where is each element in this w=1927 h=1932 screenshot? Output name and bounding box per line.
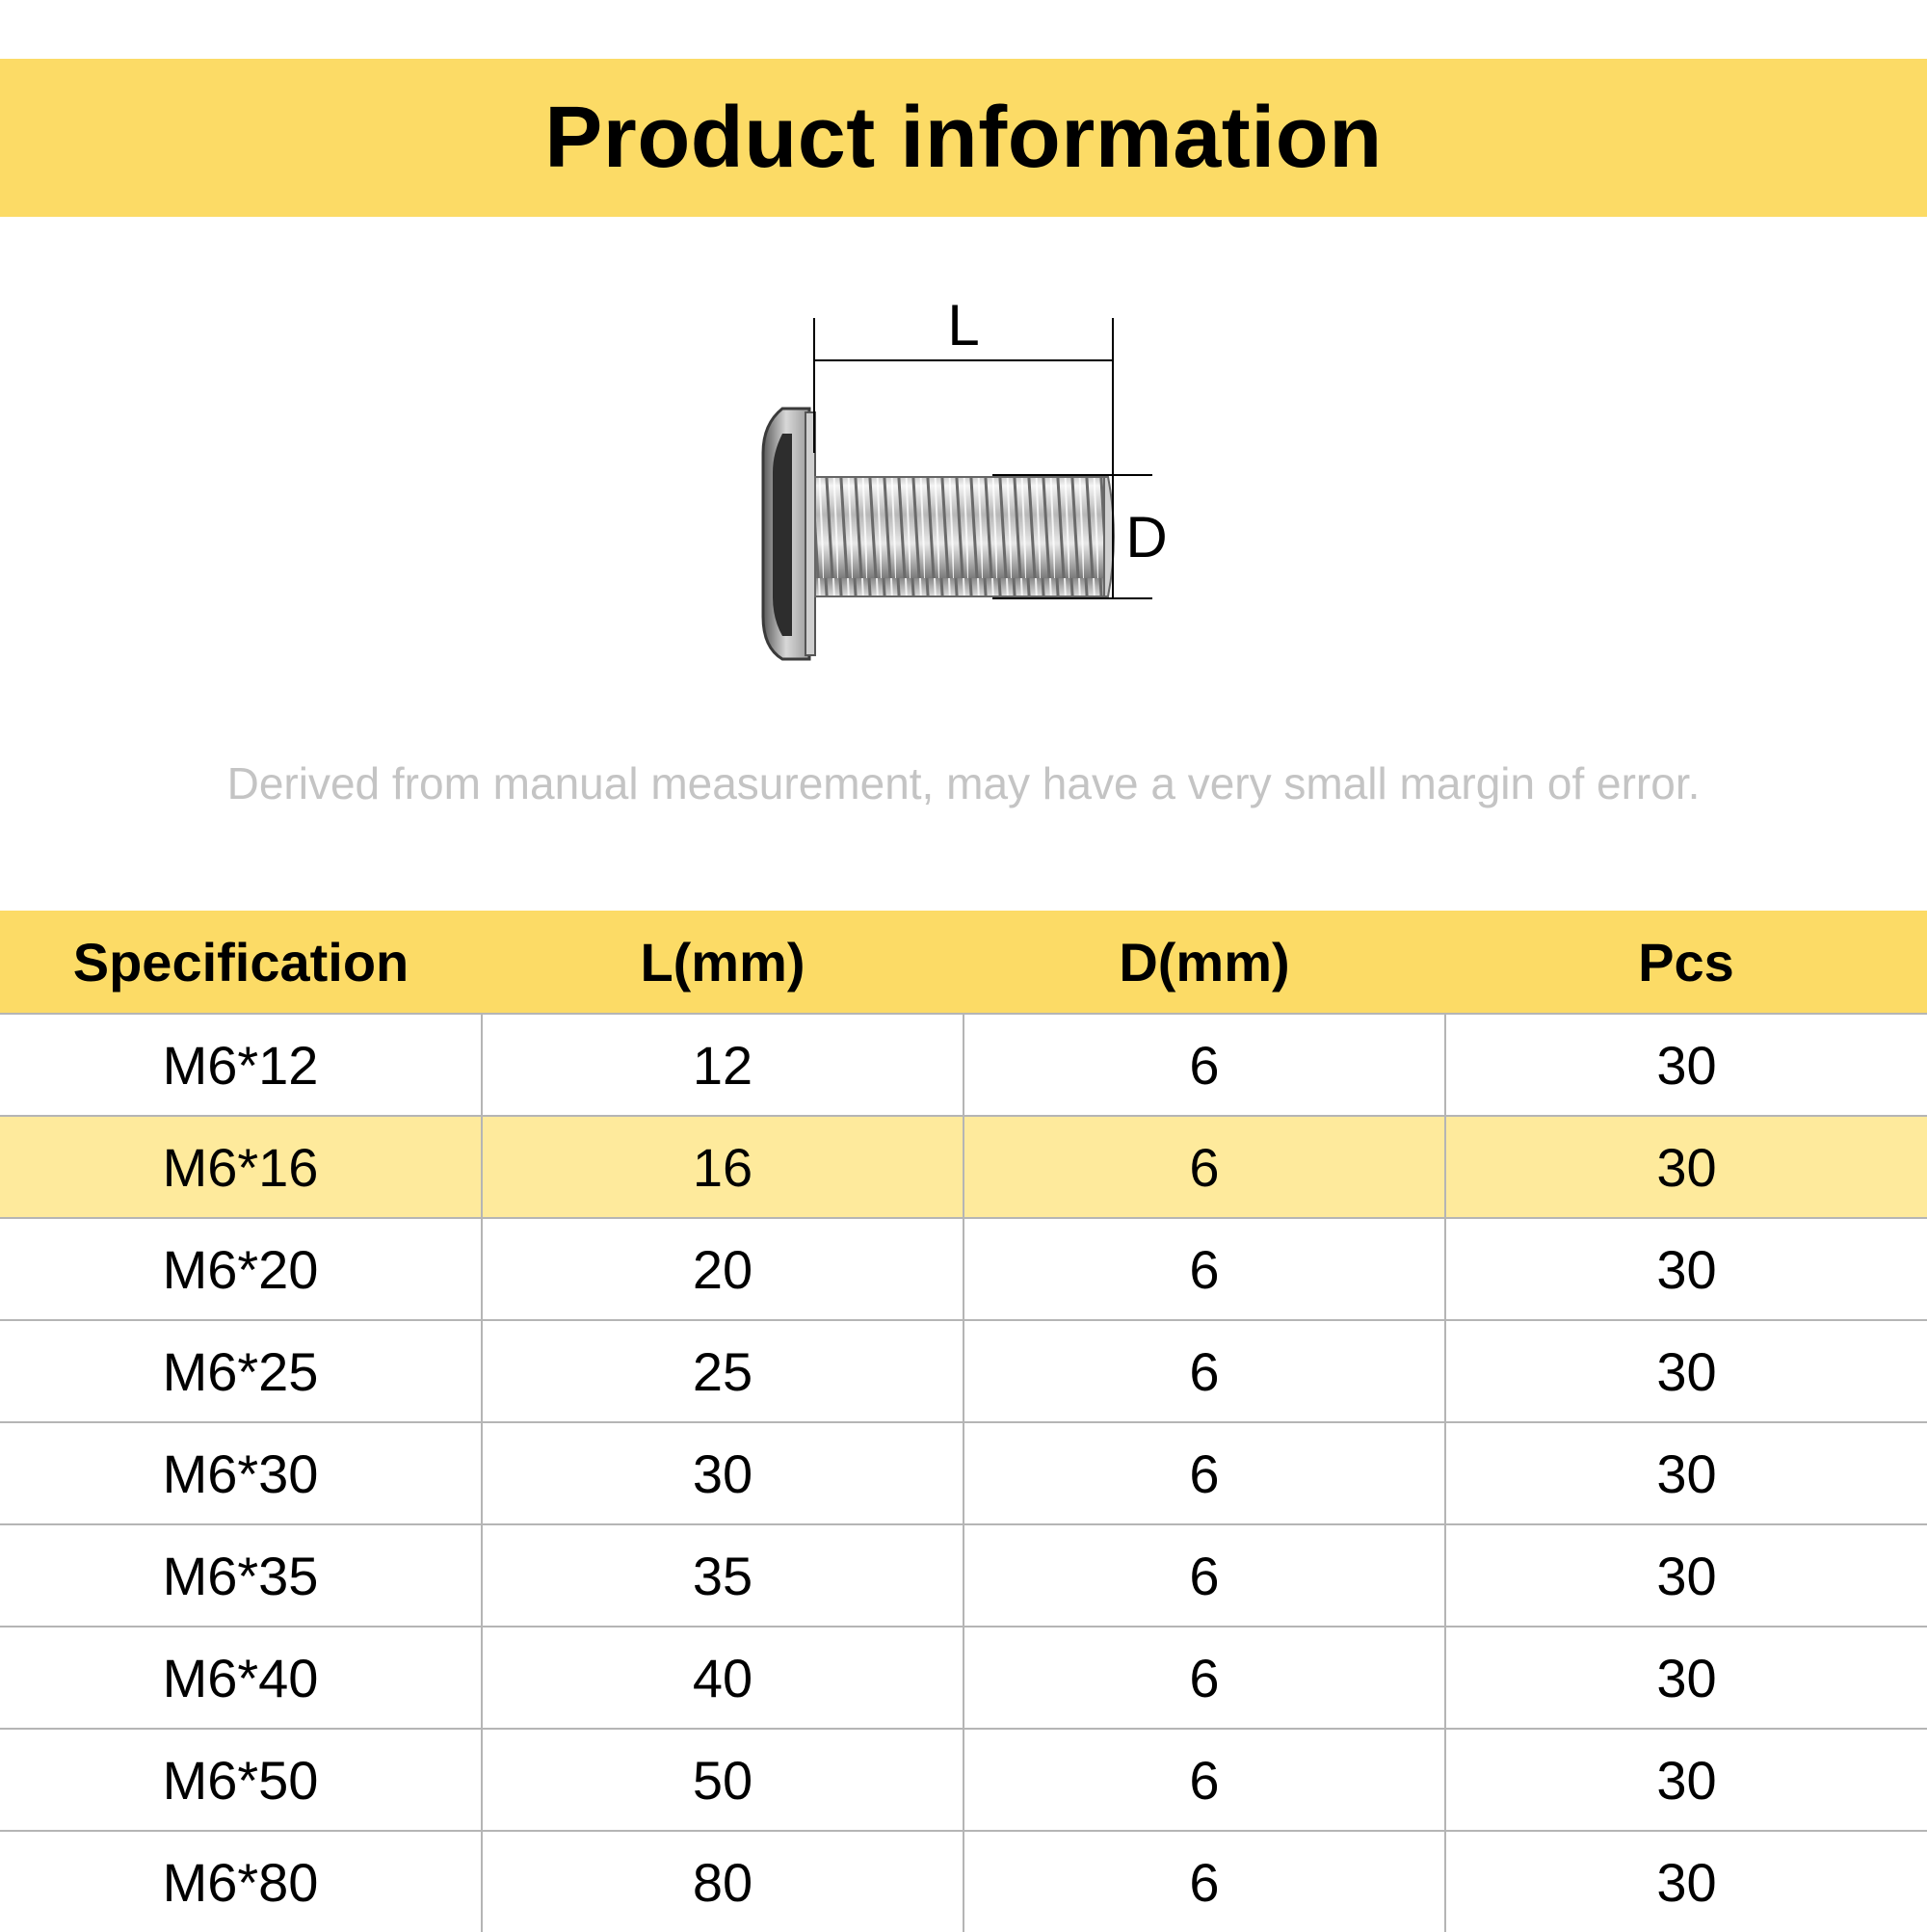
cell-diameter: 6 xyxy=(964,1729,1445,1831)
cell-length: 80 xyxy=(482,1831,964,1932)
length-label: L xyxy=(947,293,980,357)
cell-specification: M6*20 xyxy=(0,1218,482,1320)
column-header-pcs: Pcs xyxy=(1445,911,1927,1014)
table-row xyxy=(0,1627,1927,1729)
cell-diameter: 6 xyxy=(964,1831,1445,1932)
cell-pcs: 30 xyxy=(1445,1729,1927,1831)
cell-specification: M6*30 xyxy=(0,1422,482,1524)
cell-length: 50 xyxy=(482,1729,964,1831)
page-title: Product information xyxy=(544,89,1383,186)
screw-drawing xyxy=(0,289,1927,694)
cell-specification: M6*80 xyxy=(0,1831,482,1932)
cell-diameter: 6 xyxy=(964,1218,1445,1320)
cell-specification: M6*16 xyxy=(0,1116,482,1218)
cell-pcs: 30 xyxy=(1445,1014,1927,1116)
cell-specification: M6*50 xyxy=(0,1729,482,1831)
cell-pcs: 30 xyxy=(1445,1116,1927,1218)
cell-pcs: 30 xyxy=(1445,1524,1927,1627)
table-row xyxy=(0,1116,1927,1218)
diameter-label: D xyxy=(1125,505,1168,569)
column-header-length: L(mm) xyxy=(482,911,964,1014)
column-header-diameter: D(mm) xyxy=(964,911,1445,1014)
cell-pcs: 30 xyxy=(1445,1218,1927,1320)
table-row xyxy=(0,1729,1927,1831)
cell-specification: M6*35 xyxy=(0,1524,482,1627)
table-header-row xyxy=(0,911,1927,1014)
cell-length: 30 xyxy=(482,1422,964,1524)
table-row xyxy=(0,1218,1927,1320)
screw-shaft xyxy=(815,477,1114,596)
table-row xyxy=(0,1014,1927,1116)
cell-pcs: 30 xyxy=(1445,1627,1927,1729)
cell-length: 16 xyxy=(482,1116,964,1218)
cell-diameter: 6 xyxy=(964,1422,1445,1524)
cell-diameter: 6 xyxy=(964,1524,1445,1627)
cell-specification: M6*25 xyxy=(0,1320,482,1422)
cell-specification: M6*12 xyxy=(0,1014,482,1116)
cell-pcs: 30 xyxy=(1445,1831,1927,1932)
cell-length: 35 xyxy=(482,1524,964,1627)
screw-head xyxy=(763,409,815,659)
cell-diameter: 6 xyxy=(964,1116,1445,1218)
cell-length: 20 xyxy=(482,1218,964,1320)
table-row xyxy=(0,1320,1927,1422)
cell-diameter: 6 xyxy=(964,1014,1445,1116)
cell-length: 40 xyxy=(482,1627,964,1729)
cell-length: 25 xyxy=(482,1320,964,1422)
cell-pcs: 30 xyxy=(1445,1422,1927,1524)
table-row xyxy=(0,1831,1927,1932)
cell-specification: M6*40 xyxy=(0,1627,482,1729)
measurement-note: Derived from manual measurement, may have a very small margin of error. xyxy=(226,758,1701,808)
cell-length: 12 xyxy=(482,1014,964,1116)
cell-diameter: 6 xyxy=(964,1627,1445,1729)
screw-diagram xyxy=(0,289,1927,694)
cell-diameter: 6 xyxy=(964,1320,1445,1422)
spec-table xyxy=(0,911,1927,1932)
cell-pcs: 30 xyxy=(1445,1320,1927,1422)
column-header-specification: Specification xyxy=(0,911,482,1014)
title-banner xyxy=(0,59,1927,217)
table-row xyxy=(0,1524,1927,1627)
table-row xyxy=(0,1422,1927,1524)
